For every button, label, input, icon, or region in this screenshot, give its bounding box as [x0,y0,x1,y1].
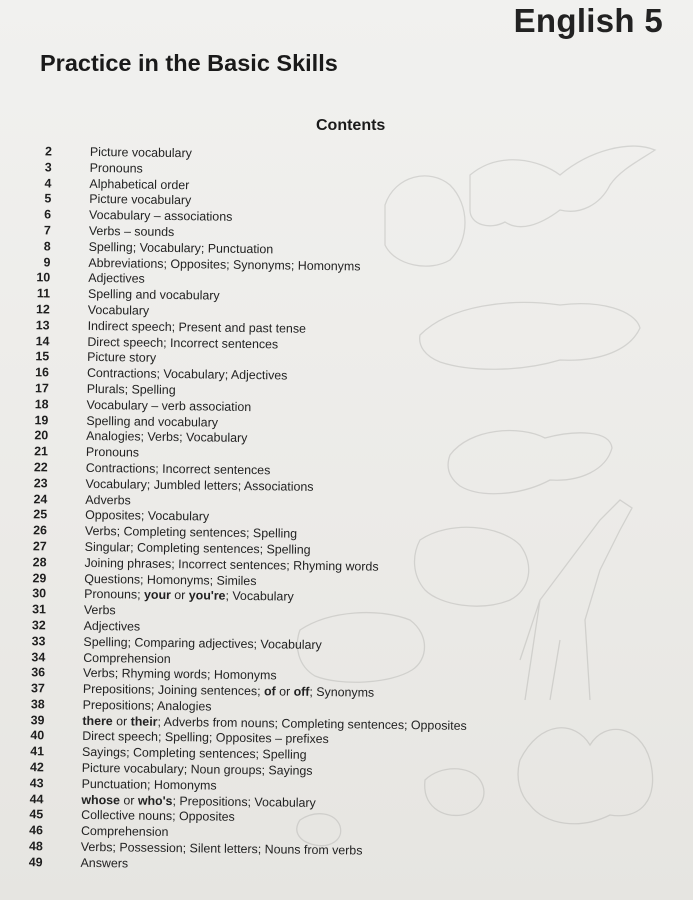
toc-topic-text: Direct speech; Incorrect sentences [87,334,279,351]
toc-topic-keyword: who's [137,793,173,808]
toc-topic-text: Picture story [87,350,157,366]
toc-topic [83,650,171,667]
toc-page-number: 25 [33,507,48,522]
toc-topic-text: Comprehension [83,650,171,666]
toc-page-number: 10 [36,270,51,285]
toc-topic [88,287,220,305]
toc-topic-text: Vocabulary – associations [88,208,233,224]
toc-topic [87,350,156,367]
toc-topic-text: Questions; Homonyms; Similes [84,571,257,588]
toc-topic-text: or [275,684,294,699]
toc-topic-text: Contractions; Vocabulary; Adjectives [86,366,288,383]
toc-page-number: 48 [28,839,43,854]
toc-page-number: 34 [31,649,46,664]
toc-page-number: 9 [43,254,51,269]
toc-topic-text: Vocabulary; Jumbled letters; Associations [85,476,314,494]
toc-topic-text: Prepositions; Analogies [82,697,212,714]
toc-topic [86,413,218,431]
toc-topic-text: Spelling; Comparing adjectives; Vocabulary [83,634,322,652]
toc-page-number: 14 [35,333,50,348]
book-subtitle: Practice in the Basic Skills [40,50,338,76]
toc-topic-keyword: off [293,684,310,699]
toc-page-number: 3 [44,160,52,175]
toc-topic [88,271,145,288]
toc-topic-text: Adverbs [85,492,131,508]
toc-topic [84,603,116,619]
toc-page-number: 15 [35,349,50,364]
toc-topic-text: or [170,588,189,603]
toc-topic [80,856,128,872]
toc-topic-text: Verbs; Possession; Silent letters; Nouns from verbs [80,839,363,858]
toc-page-number: 17 [34,381,49,396]
toc-page-number: 40 [30,728,45,743]
toc-topic-text: Verbs – sounds [88,223,175,240]
toc-topic [86,445,139,461]
toc-topic-text: Verbs [83,602,116,618]
toc-topic [89,177,189,194]
toc-page-number: 37 [30,681,45,696]
toc-topic-text: Picture vocabulary; Noun groups; Sayings [81,760,313,778]
toc-topic-text: Punctuation; Homonyms [81,776,217,793]
toc-topic-keyword: their [130,714,158,729]
toc-topic [81,824,169,841]
toc-topic-text: or [119,793,138,808]
toc-topic-text: Analogies; Verbs; Vocabulary [86,429,248,446]
toc-page-number: 8 [43,239,51,254]
toc-page-number: 36 [31,665,46,680]
toc-topic-text: Pronouns [89,160,143,176]
toc-topic-keyword: your [143,587,171,603]
toc-page-number: 42 [29,760,44,775]
toc-topic-text: Pronouns; [84,587,145,602]
toc-page-number: 28 [32,554,47,570]
toc-topic-keyword: whose [81,792,121,808]
toc-page-number: 11 [36,286,51,301]
toc-topic-text: Singular; Completing sentences; Spelling [84,539,311,557]
toc-page-number: 13 [35,317,50,333]
contents-heading: Contents [316,117,386,134]
toc-topic-text: Plurals; Spelling [86,381,176,398]
toc-topic [89,208,232,226]
toc-topic [85,492,131,508]
giraffe-sketch [520,500,632,700]
toc-page-number: 38 [30,697,45,712]
toc-topic [84,619,141,636]
toc-page-number: 19 [34,412,49,427]
toc-topic [89,224,175,241]
toc-page-number: 16 [35,365,50,380]
toc-page-number: 21 [34,444,49,459]
toc-topic-keyword: you're [188,588,226,604]
toc-page-number: 45 [29,807,44,822]
toc-page-number: 22 [33,460,48,475]
toc-topic-text: Vocabulary [87,302,150,318]
toc-topic-text: Vocabulary – verb association [86,397,252,414]
camel-sketch [518,728,653,824]
toc-topic-text: ; Prepositions; Vocabulary [172,793,316,810]
toc-topic-text: Verbs; Rhyming words; Homonyms [82,666,277,683]
toc-topic-text: Verbs; Completing sentences; Spelling [84,524,298,541]
toc-topic [83,698,212,715]
toc-page-number: 30 [32,586,47,601]
toc-topic [88,303,150,320]
toc-topic [89,192,191,209]
toc-topic-text: Adjectives [83,618,141,634]
toc-topic-text: Picture vocabulary [89,144,192,161]
toc-topic-text: Opposites; Vocabulary [85,508,210,524]
toc-topic [90,161,143,177]
toc-page-number: 33 [31,633,46,649]
toc-topic-text: Alphabetical order [89,176,190,192]
book-title: English 5 [513,2,663,39]
toc-page-number: 5 [44,191,52,206]
toc-page-number: 26 [33,523,48,538]
table-of-contents [10,144,519,877]
toc-topic-text: Sayings; Completing sentences; Spelling [81,745,307,763]
toc-page-number: 39 [30,712,45,728]
toc-page-number: 32 [31,618,46,633]
toc-topic [87,382,176,399]
toc-page-number: 23 [33,475,48,491]
toc-topic-keyword: of [263,684,276,699]
toc-page-number: 49 [28,855,43,870]
toc-page-number: 27 [32,539,47,554]
toc-topic-text: Comprehension [80,824,169,840]
toc-topic-text: Prepositions; Joining sentences; [82,681,265,699]
toc-topic-text: Adjectives [88,271,145,287]
toc-topic-text: Collective nouns; Opposites [81,808,235,825]
toc-page-number: 43 [29,776,44,791]
toc-topic-text: ; Synonyms [309,684,375,700]
toc-topic-text: Spelling; Vocabulary; Punctuation [88,239,274,257]
toc-topic-text: or [112,713,131,729]
toc-page-number: 6 [44,207,52,222]
toc-topic-text: ; Adverbs from nouns; Completing sentences; Opposites [157,714,467,733]
toc-page-number: 41 [30,744,45,759]
toc-topic-text: Contractions; Incorrect sentences [85,460,271,478]
toc-topic-text: Direct speech; Spelling; Opposites – prefixes [82,729,329,747]
toc-page-number: 29 [32,570,47,585]
toc-topic-text: Spelling and vocabulary [86,413,219,430]
toc-page-number: 2 [44,144,52,159]
toc-page-number: 4 [44,175,52,191]
toc-page-number: 46 [29,823,44,838]
toc-topic-text: Joining phrases; Incorrect sentences; Rhyming words [84,555,379,574]
toc-topic-text: Spelling and vocabulary [87,287,220,303]
toc-topic-text: Pronouns [85,445,140,460]
toc-page-number: 18 [34,396,49,412]
toc-topic [85,508,209,525]
toc-page-number: 24 [33,491,48,506]
toc-topic-text: Abbreviations; Opposites; Synonyms; Homonyms [88,255,361,274]
toc-topic-text: Answers [80,855,129,871]
toc-topic-text: Indirect speech; Present and past tense [87,318,307,336]
toc-topic [90,145,192,162]
toc-topic-text: ; Vocabulary [225,589,294,604]
toc-page-number: 31 [32,602,47,617]
toc-page-number: 12 [35,302,50,317]
toc-page-number: 44 [29,791,44,807]
toc-topic-keyword: there [82,713,113,728]
toc-page-number: 7 [43,223,51,238]
toc-page-number: 20 [34,428,49,443]
toc-topic [82,777,217,795]
toc-topic-text: Picture vocabulary [89,192,192,208]
